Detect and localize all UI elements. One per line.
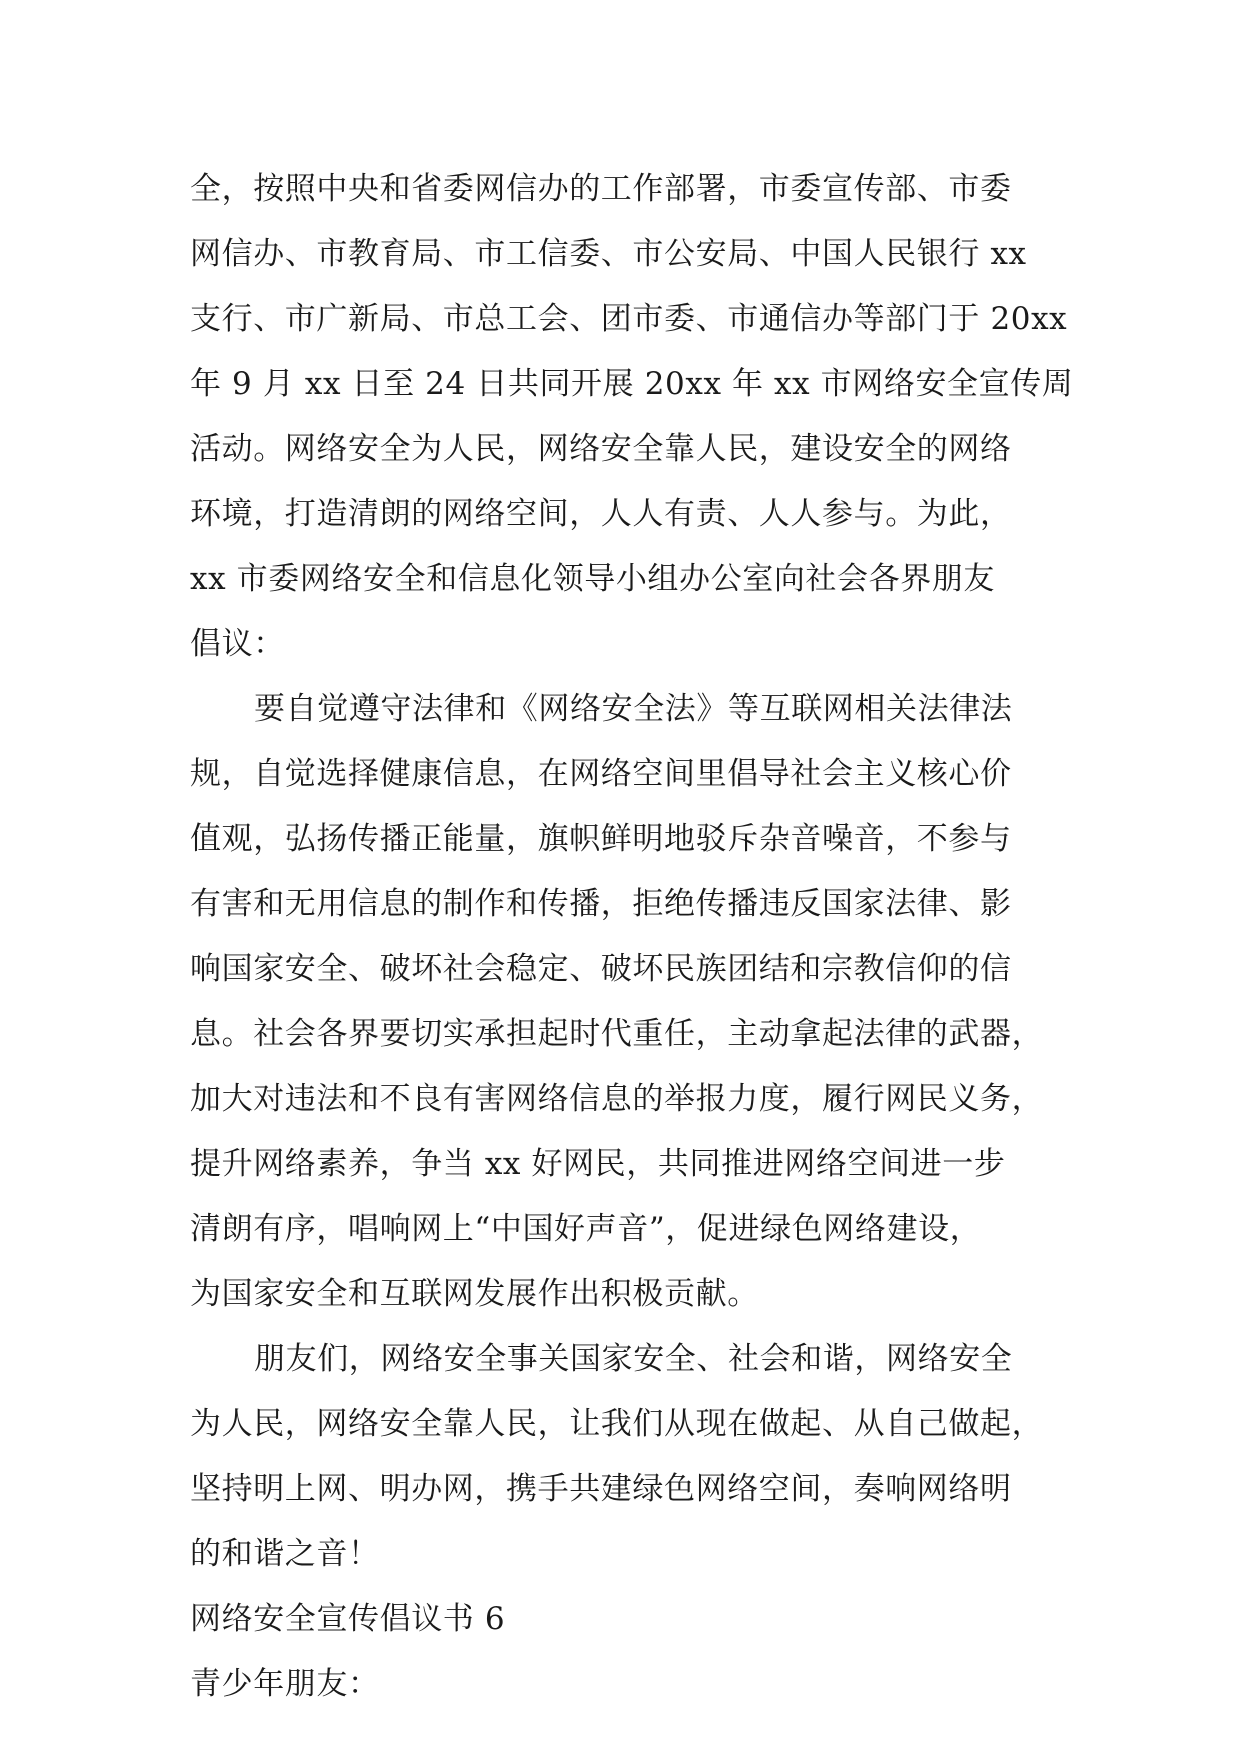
text-line: 值观，弘扬传播正能量，旗帜鲜明地驳斥杂音噪音，不参与 [190, 821, 1012, 857]
text-line: 为国家安全和互联网发展作出积极贡献。 [190, 1276, 759, 1312]
text-line: 倡议： [190, 626, 285, 662]
text-line: 年 9 月 xx 日至 24 日共同开展 20xx 年 xx 市网络安全宣传周 [190, 366, 1074, 402]
text-line: 规，自觉选择健康信息，在网络空间里倡导社会主义核心价 [190, 756, 1012, 792]
text-line: 坚持明上网、明办网，携手共建绿色网络空间，奏响网络明 [190, 1471, 1012, 1507]
document-body [190, 157, 1074, 1717]
text-line: 支行、市广新局、市总工会、团市委、市通信办等部门于 20xx [190, 301, 1068, 337]
text-line: 环境，打造清朗的网络空间，人人有责、人人参与。为此， [190, 496, 1012, 532]
text-line: 活动。网络安全为人民，网络安全靠人民，建设安全的网络 [190, 431, 1012, 467]
text-line: 息。社会各界要切实承担起时代重任，主动拿起法律的武器， [190, 1016, 1044, 1052]
text-line: 的和谐之音！ [190, 1536, 380, 1572]
text-line: 全，按照中央和省委网信办的工作部署，市委宣传部、市委 [190, 171, 1012, 207]
text-line: 清朗有序，唱响网上“中国好声音”，促进绿色网络建设， [190, 1211, 982, 1247]
text-line: 响国家安全、破坏社会稳定、破坏民族团结和宗教信仰的信 [190, 951, 1012, 987]
text-line: 为人民，网络安全靠人民，让我们从现在做起、从自己做起， [190, 1406, 1044, 1442]
section-title: 网络安全宣传倡议书 6 [190, 1601, 506, 1637]
paragraph-start-line: 朋友们，网络安全事关国家安全、社会和谐，网络安全 [254, 1341, 1013, 1377]
paragraph-start-line: 要自觉遵守法律和《网络安全法》等互联网相关法律法 [254, 691, 1013, 727]
text-line: 提升网络素养，争当 xx 好网民，共同推进网络空间进一步 [190, 1146, 1006, 1182]
salutation: 青少年朋友： [190, 1666, 380, 1702]
text-line: 网信办、市教育局、市工信委、市公安局、中国人民银行 xx [190, 236, 1027, 272]
text-line: 有害和无用信息的制作和传播，拒绝传播违反国家法律、影 [190, 886, 1012, 922]
text-line: 加大对违法和不良有害网络信息的举报力度，履行网民义务， [190, 1081, 1044, 1117]
text-line: xx 市委网络安全和信息化领导小组办公室向社会各界朋友 [190, 561, 996, 597]
